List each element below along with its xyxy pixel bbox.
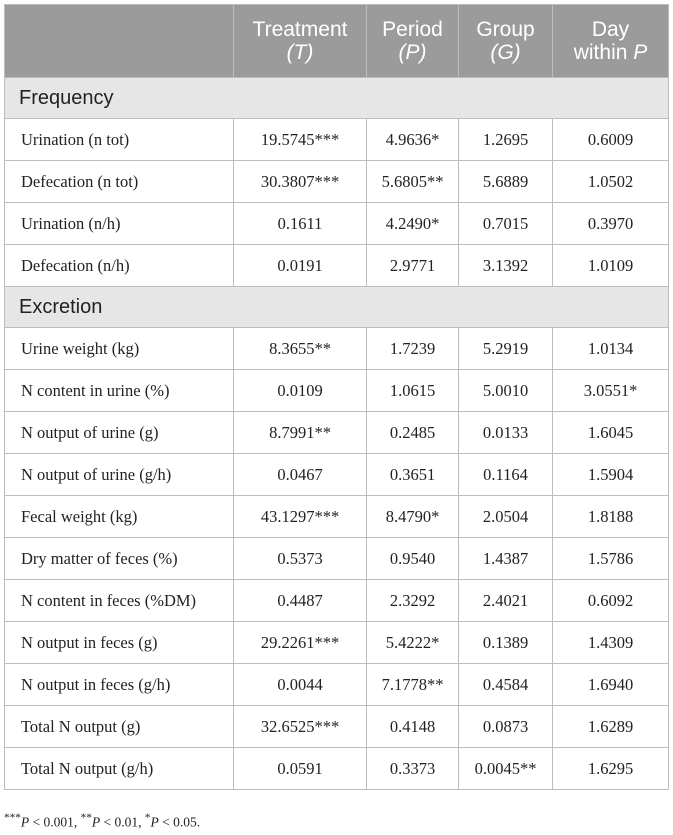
group-value: 3.1392 xyxy=(459,245,553,287)
day-value: 1.5786 xyxy=(553,538,669,580)
day-value: 1.5904 xyxy=(553,454,669,496)
header-row xyxy=(5,5,669,78)
treatment-value: 0.0467 xyxy=(234,454,367,496)
group-value: 0.1389 xyxy=(459,622,553,664)
group-value: 5.2919 xyxy=(459,328,553,370)
treatment-value: 43.1297*** xyxy=(234,496,367,538)
row-label: Defecation (n/h) xyxy=(5,245,234,287)
section-title: Frequency xyxy=(5,78,669,119)
header-treatment-sub: (T) xyxy=(286,41,314,64)
period-value: 5.6805** xyxy=(367,161,459,203)
table-row xyxy=(5,538,669,580)
header-group xyxy=(459,5,553,78)
table-row xyxy=(5,119,669,161)
header-period-sub: (P) xyxy=(398,41,427,64)
row-label: N output in feces (g) xyxy=(5,622,234,664)
section-row xyxy=(5,287,669,328)
period-value: 1.0615 xyxy=(367,370,459,412)
treatment-value: 32.6525*** xyxy=(234,706,367,748)
footnote-sig-1: * xyxy=(144,812,151,824)
group-value: 1.2695 xyxy=(459,119,553,161)
treatment-value: 0.0591 xyxy=(234,748,367,790)
section-row xyxy=(5,78,669,119)
row-label: Urine weight (kg) xyxy=(5,328,234,370)
header-group-sub: (G) xyxy=(490,41,521,64)
table-row xyxy=(5,622,669,664)
table-row xyxy=(5,748,669,790)
period-value: 7.1778** xyxy=(367,664,459,706)
group-value: 5.6889 xyxy=(459,161,553,203)
treatment-value: 0.1611 xyxy=(234,203,367,245)
header-day-sub: P xyxy=(633,41,648,64)
group-value: 0.0873 xyxy=(459,706,553,748)
footnote-sig-3: *** xyxy=(4,812,21,824)
day-value: 0.3970 xyxy=(553,203,669,245)
treatment-value: 0.0044 xyxy=(234,664,367,706)
treatment-value: 8.7991** xyxy=(234,412,367,454)
day-value: 1.8188 xyxy=(553,496,669,538)
row-label: Urination (n tot) xyxy=(5,119,234,161)
day-value: 0.6092 xyxy=(553,580,669,622)
period-value: 0.3651 xyxy=(367,454,459,496)
footnote xyxy=(4,812,200,831)
header-period-label: Period xyxy=(382,18,443,41)
header-day xyxy=(553,5,669,78)
period-value: 0.4148 xyxy=(367,706,459,748)
table-row xyxy=(5,454,669,496)
group-value: 0.1164 xyxy=(459,454,553,496)
period-value: 2.3292 xyxy=(367,580,459,622)
day-value: 1.4309 xyxy=(553,622,669,664)
footnote-p: P xyxy=(91,814,101,830)
header-period xyxy=(367,5,459,78)
period-value: 0.2485 xyxy=(367,412,459,454)
row-label: N output in feces (g/h) xyxy=(5,664,234,706)
day-value: 3.0551* xyxy=(553,370,669,412)
header-group-label: Group xyxy=(476,18,535,41)
footnote-p: P xyxy=(150,814,159,830)
footnote-threshold: < 0.01, xyxy=(100,814,145,830)
treatment-value: 0.5373 xyxy=(234,538,367,580)
row-label: Urination (n/h) xyxy=(5,203,234,245)
period-value: 5.4222* xyxy=(367,622,459,664)
group-value: 5.0010 xyxy=(459,370,553,412)
period-value: 4.9636* xyxy=(367,119,459,161)
table-row xyxy=(5,664,669,706)
day-value: 1.6940 xyxy=(553,664,669,706)
group-value: 0.7015 xyxy=(459,203,553,245)
table-row xyxy=(5,245,669,287)
table-row xyxy=(5,580,669,622)
table-row xyxy=(5,203,669,245)
row-label: Fecal weight (kg) xyxy=(5,496,234,538)
table-row xyxy=(5,370,669,412)
group-value: 0.4584 xyxy=(459,664,553,706)
group-value: 2.0504 xyxy=(459,496,553,538)
table-row xyxy=(5,328,669,370)
treatment-value: 30.3807*** xyxy=(234,161,367,203)
treatment-value: 0.0191 xyxy=(234,245,367,287)
footnote-threshold: < 0.001, xyxy=(29,814,81,830)
day-value: 1.0502 xyxy=(553,161,669,203)
row-label: N output of urine (g/h) xyxy=(5,454,234,496)
period-value: 0.3373 xyxy=(367,748,459,790)
day-value: 1.0109 xyxy=(553,245,669,287)
period-value: 2.9771 xyxy=(367,245,459,287)
treatment-value: 29.2261*** xyxy=(234,622,367,664)
row-label: N output of urine (g) xyxy=(5,412,234,454)
row-label: Total N output (g/h) xyxy=(5,748,234,790)
day-value: 1.0134 xyxy=(553,328,669,370)
footnote-threshold: < 0.05. xyxy=(158,814,201,830)
section-title: Excretion xyxy=(5,287,669,328)
period-value: 4.2490* xyxy=(367,203,459,245)
day-value: 1.6045 xyxy=(553,412,669,454)
table-row xyxy=(5,412,669,454)
day-value: 1.6289 xyxy=(553,706,669,748)
row-label: N content in feces (%DM) xyxy=(5,580,234,622)
period-value: 8.4790* xyxy=(367,496,459,538)
table-row xyxy=(5,161,669,203)
treatment-value: 0.0109 xyxy=(234,370,367,412)
row-label: Dry matter of feces (%) xyxy=(5,538,234,580)
anova-table xyxy=(4,4,669,790)
group-value: 1.4387 xyxy=(459,538,553,580)
treatment-value: 8.3655** xyxy=(234,328,367,370)
header-day-label: Day xyxy=(591,18,630,41)
header-treatment xyxy=(234,5,367,78)
table-row xyxy=(5,496,669,538)
group-value: 0.0133 xyxy=(459,412,553,454)
header-treatment-label: Treatment xyxy=(252,18,348,41)
period-value: 1.7239 xyxy=(367,328,459,370)
treatment-value: 19.5745*** xyxy=(234,119,367,161)
group-value: 0.0045** xyxy=(459,748,553,790)
period-value: 0.9540 xyxy=(367,538,459,580)
row-label: Total N output (g) xyxy=(5,706,234,748)
table-row xyxy=(5,706,669,748)
day-value: 0.6009 xyxy=(553,119,669,161)
header-blank xyxy=(5,5,234,78)
treatment-value: 0.4487 xyxy=(234,580,367,622)
header-day-within: within xyxy=(573,41,628,64)
footnote-p: P xyxy=(20,814,30,830)
footnote-sig-2: ** xyxy=(80,812,92,824)
row-label: Defecation (n tot) xyxy=(5,161,234,203)
day-value: 1.6295 xyxy=(553,748,669,790)
row-label: N content in urine (%) xyxy=(5,370,234,412)
group-value: 2.4021 xyxy=(459,580,553,622)
